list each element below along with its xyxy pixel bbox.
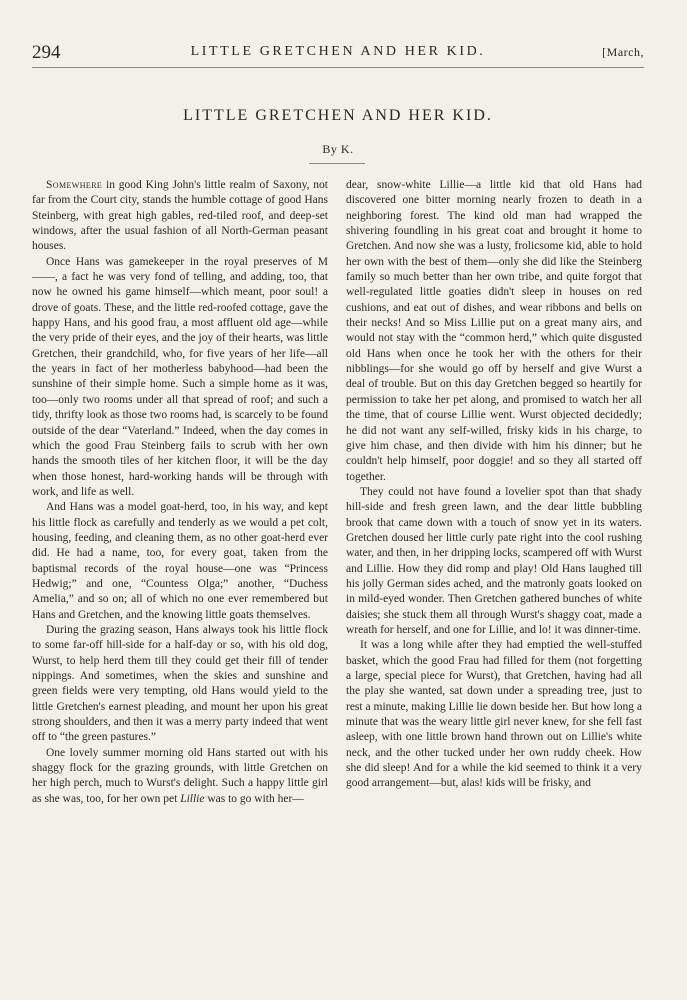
- opening-word: Somewhere: [46, 179, 103, 191]
- paragraph: During the grazing season, Hans always took his little flock to some far-off hill-side for a half-day or so, with his old dog, Wurst, to help herd them till they could get their fill of tender nippings. And sometimes, when the skies and sunshine and green fields were very tempting, old Hans would yield to the little Gretchen's earnest pleading, and mount her upon his great strong shoulders, and then it was a merry party indeed that went off to “the green pastures.”: [32, 623, 328, 744]
- running-head: [32, 40, 644, 64]
- paragraph-text: in good King John's little realm of Saxony, not far from the Court city, stands the humble cottage of good Hans Steinberg, with great high gables, red-tiled roof, and deep-set windows, after the usual fashion of all North-German peasant houses.: [32, 179, 328, 253]
- paragraph: Once Hans was gamekeeper in the royal preserves of M——, a fact he was very fond of telling, and adding, too, that now he owned his game himself—which meant, poor soul! a drove of goats. These, and the little red-roofed cottage, gave the happy Hans, and his good frau, a most affluent old age—while the very pride of their eyes, and the joy of their hearts, was little Gretchen, their grandchild, who, for five years of her life—all the years in fact of her motherless babyhood—had been the sunshine of their simple home. Such a simple home as it was, too—only two rooms under all that spread of roof; and such a tidy, thrifty look as those two rooms had, is scarcely to be found outside of the dear “Vaterland.” Indeed, when the day comes in which the good Frau Steinberg fails to scrub with her own hands the smooth tiles of her kitchen floor, it will be the day when those honest, hard-working hands will be through with work, and life as well.: [32, 255, 328, 498]
- page-number: 294: [32, 42, 61, 63]
- issue-month: [March,: [602, 45, 644, 59]
- paragraph: [32, 746, 328, 807]
- header-rule: [32, 67, 644, 68]
- right-column: [346, 178, 642, 792]
- title-rule: [309, 163, 365, 164]
- paragraph: [32, 178, 328, 255]
- running-title: LITTLE GRETCHEN AND HER KID.: [190, 44, 486, 59]
- paragraph-text: One lovely summer morning old Hans started out with his shaggy flock for the grazing grounds, with little Gretchen on her high perch, much to Wurst's delight. Such a happy little girl as she was, too, for her own pet: [32, 746, 328, 805]
- kid-name: Lillie: [180, 792, 205, 805]
- paragraph: dear, snow-white Lillie—a little kid that old Hans had discovered one bitter morning nearly frozen to death in a neighboring forest. The kind old man had wrapped the shivering foundling in his great coat and brought it home to Gretchen. And now she was a lusty, frolicsome kid, able to hold her own with the best of them—only she did like the Steinberg family so much better than her own tribe, and quite forgot that well-regulated little goaties didn't sleep in houses on red cushions, and eat out of dishes, and wear ribbons and bells on their necks! And so Miss Lillie put on a great many airs, and would not stay with the “common herd,” which quite disgusted old Hans when once he took her with the others for their nibblings—for she would go off by herself and give Wurst a deal of trouble. But on this day Gretchen begged so heartily for permission to take her pet along, and promised to watch her all the time, that of course Lillie went. Wurst objected decidedly; he did not want any self-willed, frisky kids in his charge, to give him chase, and then divide with him his dinner; but he couldn't help himself, poor doggie! and so they all started off together.: [346, 179, 642, 483]
- article-title: LITTLE GRETCHEN AND HER KID.: [183, 107, 493, 124]
- left-column: [32, 178, 328, 807]
- paragraph-text: was to go with her—: [204, 792, 304, 805]
- paragraph: It was a long while after they had emptied the well-stuffed basket, which the good Frau had filled for them (not forgetting a large, special piece for Wurst), that Gretchen, having had all the play she wanted, sat down under a spreading tree, just to rest a minute, making Lillie lie down beside her. But how long a minute that was the weary little girl never knew, for she fell fast asleep, with one little brown hand thrown out on Lillie's white neck, and the other tucked under her own ruddy cheek. How she did sleep! And for a while the kid seemed to think it a very good arrangement—but, alas! kids will be frisky, and: [346, 639, 642, 790]
- byline: By K.: [322, 142, 354, 156]
- paragraph: They could not have found a lovelier spot than that shady hill-side and fresh green lawn, and the dear little bubbling brook that came down with a touch of snow yet in its waters. Gretchen doused her little curly pate right into the cool rushing water, and then, in her dripping locks, scampered off with Wurst and Lillie. How they did romp and play! Old Hans laughed till his jolly German sides ached, and the matronly goats looked on in mild-eyed wonder. Then Gretchen gathered bunches of white daisies; she stuck them all through Wurst's shaggy coat, made a wreath for herself, and one for Lillie, and lo! it was dinner-time.: [346, 485, 642, 636]
- paragraph: And Hans was a model goat-herd, too, in his way, and kept his little flock as carefully and tenderly as we would a pet colt, housing, feeding, and cleaning them, as no other goat-herd ever did. He had a name, too, for every goat, taken from the baptismal records of the royal house—one was “Princess Hedwig;” and one, “Countess Olga;” another, “Duchess Amelia,” and so on; all of which no one ever remembered but Hans and Gretchen, and the knowing little goats themselves.: [32, 501, 328, 621]
